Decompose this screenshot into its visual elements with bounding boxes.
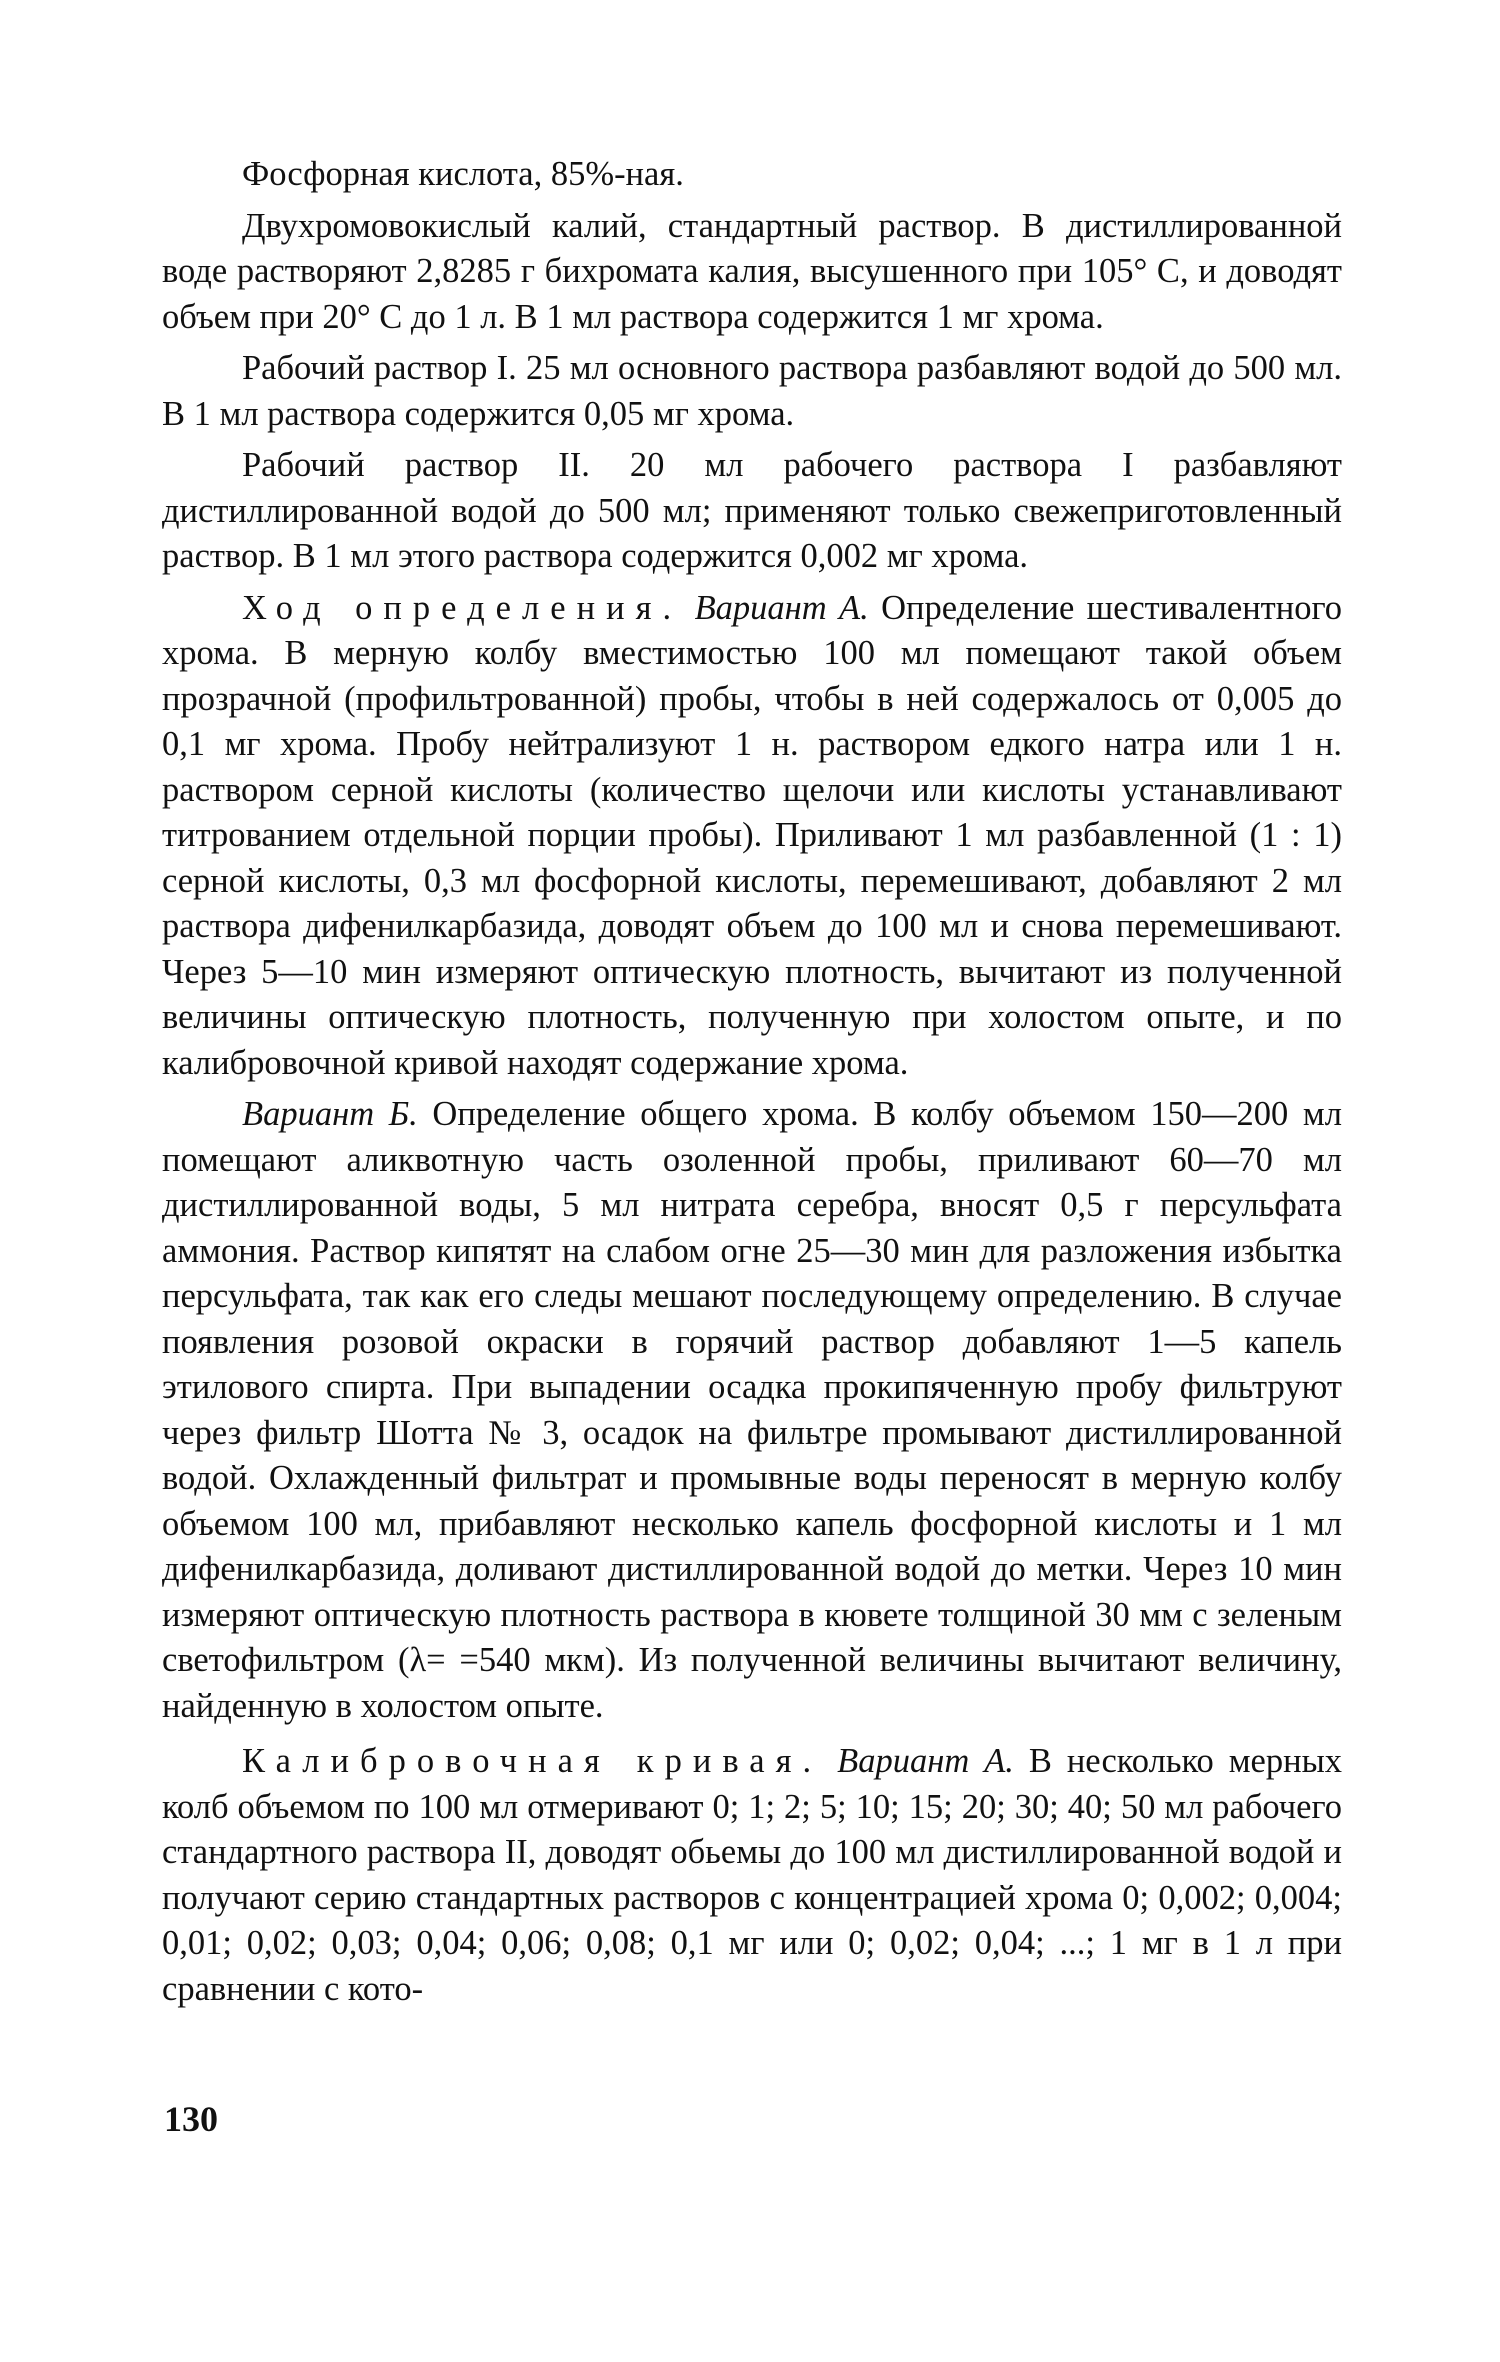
- calibration-heading: Калибровочная кривая.: [242, 1742, 823, 1780]
- paragraph-potassium-dichromate: Двухромовокислый калий, стандартный раствор. В дистиллированной воде растворяют 2,8285 г бихромата калия, высушенного при 105° С, и доводят объем при 20° С до 1 л. В 1 мл раствора содержится 1 мг хрома.: [162, 206, 1342, 336]
- paragraph-procedure-variant-b: [162, 1092, 1342, 1729]
- variant-a-label: Вариант А.: [694, 588, 869, 627]
- variant-b-label: Вариант Б.: [242, 1095, 418, 1133]
- variant-b-text: Определение общего хрома. В колбу объемом 150—200 мл помещают аликвотную часть озоленной пробы, приливают 60—70 мл дистиллированной воды, 5 мл нитрата серебра, вносят 0,5 г персульфата аммония. Раствор кипятят на слабом огне 25—30 мин для разложения избытка персульфата, так как его следы мешают последующему определению. В случае появления розовой окраски в горячий раствор добавляют 1—5 капель этилового спирта. При выпадении осадка прокипяченную пробу фильтруют через фильтр Шотта № 3, осадок на фильтре промывают дистиллированной водой. Охлажденный фильтрат и промывные воды переносят в мерную колбу объемом 100 мл, прибавляют несколько капель фосфорной кислоты и 1 мл дифенилкарбазида, доливают дистиллированной водой до метки. Через 10 мин измеряют оптическую плотность раствора в кювете толщиной 30 мм с зеленым светофильтром (λ= =540 мкм). Из полученной величины вычитают величину, найденную в холостом опыте.: [162, 1095, 1342, 1725]
- procedure-heading: Ход определения.: [242, 588, 683, 627]
- page-number: 130: [164, 2099, 218, 2139]
- paragraph-phosphoric-acid: Фосфорная кислота, 85%-ная.: [242, 155, 684, 193]
- page-body: [162, 152, 1342, 2018]
- calibration-variant-label: Вариант А.: [837, 1742, 1014, 1780]
- paragraph-calibration-curve: [162, 1739, 1342, 2012]
- paragraph-working-solution-2: Рабочий раствор II. 20 мл рабочего раствора I разбавляют дистиллированной водой до 500 мл; применяют только свежеприготовленный раствор. В 1 мл этого раствора содержится 0,002 мг хрома.: [162, 446, 1342, 575]
- paragraph-procedure-variant-a: [162, 586, 1342, 1087]
- procedure-text: Определение шестивалентного хрома. В мерную колбу вместимостью 100 мл помещают такой объем прозрачной (профильтрованной) пробы, чтобы в ней содержалось от 0,005 до 0,1 мг хрома. Пробу нейтрализуют 1 н. раствором едкого натра или 1 н. раствором серной кислоты (количество щелочи или кислоты устанавливают титрованием отдельной порции пробы). Приливают 1 мл разбавленной (1 : 1) серной кислоты, 0,3 мл фосфорной кислоты, перемешивают, добавляют 2 мл раствора дифенилкарбазида, доводят объем до 100 мл и снова перемешивают. Через 5—10 мин измеряют оптическую плотность, вычитают из полученной величины оптическую плотность, полученную при холостом опыте, и по калибровочной кривой находят содержание хрома.: [162, 588, 1342, 1082]
- calibration-text: В несколько мерных колб объемом по 100 мл отмеривают 0; 1; 2; 5; 10; 15; 20; 30; 40; 50 мл рабочего стандартного раствора II, доводят обьемы до 100 мл дистиллированной водой и получают серию стандартных растворов с концентрацией хрома 0; 0,002; 0,004; 0,01; 0,02; 0,03; 0,04; 0,06; 0,08; 0,1 мг или 0; 0,02; 0,04; ...; 1 мг в 1 л при сравнении с кото-: [162, 1742, 1343, 2008]
- paragraph-working-solution-1: Рабочий раствор I. 25 мл основного раствора разбавляют водой до 500 мл. В 1 мл раствора содержится 0,05 мг хрома.: [162, 349, 1342, 433]
